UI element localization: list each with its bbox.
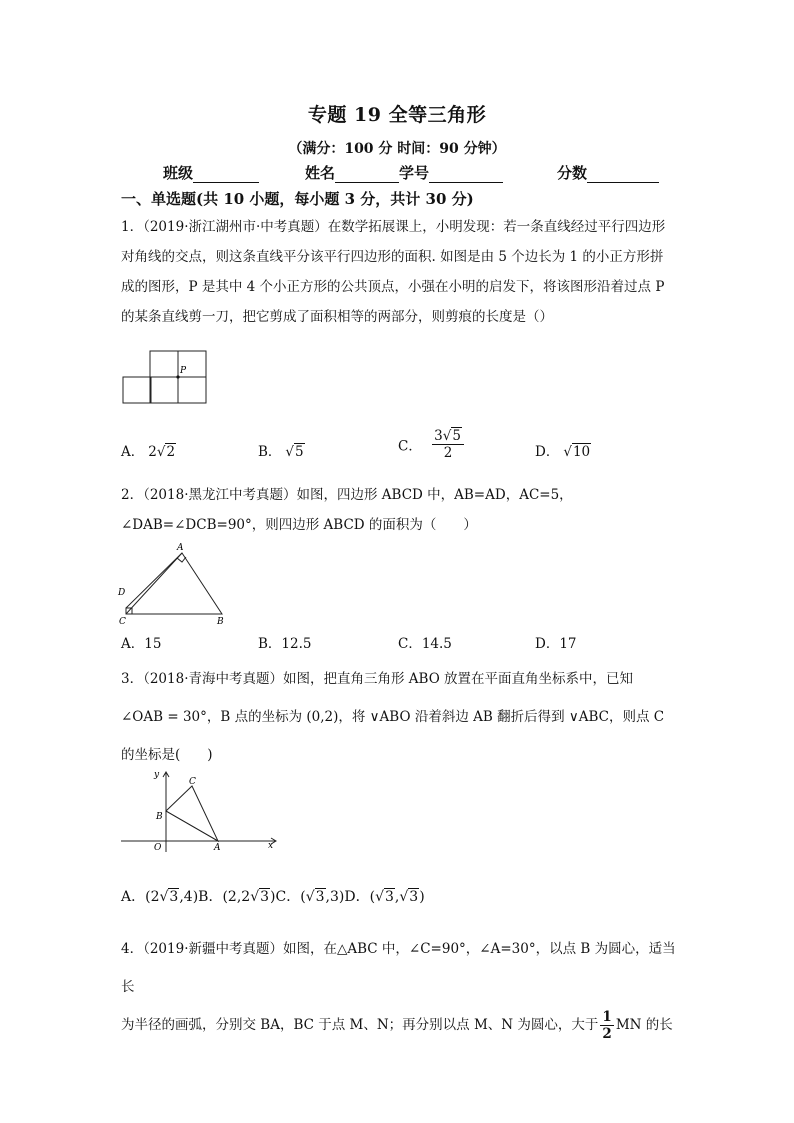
q4-fraction	[600, 1009, 613, 1042]
name-label: 姓名	[305, 164, 336, 182]
score-label: 分数	[557, 164, 588, 182]
question-4	[121, 930, 676, 1044]
label-b: B	[156, 812, 163, 822]
option-radicand: 10	[572, 444, 591, 460]
option-text: (	[369, 889, 376, 905]
q3-options	[121, 886, 425, 906]
q1-option-b[interactable]: B． √5	[258, 444, 304, 460]
option-coef: 3	[434, 428, 443, 444]
score-field	[557, 162, 659, 183]
option-text: )	[270, 889, 276, 905]
question-1	[121, 212, 676, 332]
question-3	[121, 660, 676, 774]
q3-line: 3．（2018·青海中考真题）如图，把直角三角形 ABO 放置在平面直角坐标系中，已知	[121, 671, 634, 687]
q1-line: 1．（2019·浙江湖州市·中考真题）在数学拓展课上，小明发现：若一条直线经过平行四边形	[121, 219, 666, 235]
q2-figure	[116, 538, 236, 626]
q2-line: ∠DAB=∠DCB=90°，则四边形 ABCD 的面积为（ ）	[121, 517, 477, 533]
q4-text: MN 的长	[615, 1017, 673, 1033]
q4-line	[121, 1006, 676, 1044]
label-d: D	[118, 588, 126, 598]
q2-line: 2．（2018·黑龙江中考真题）如图，四边形 ABCD 中，AB=AD，AC=5，	[121, 487, 573, 503]
option-radicand: 2	[166, 444, 176, 460]
label-y: y	[154, 770, 160, 780]
option-label: D．	[535, 444, 560, 460]
q4-text: 为半径的画弧，分别交 BA，BC 于点 M、N；再分别以点 M、N 为圆心，大于	[121, 1017, 599, 1033]
label-c: C	[189, 777, 196, 787]
q4-denominator: 2	[602, 1026, 612, 1042]
option-radicand: 3	[315, 889, 325, 905]
option-text: (2	[145, 889, 160, 905]
q3-figure	[116, 766, 286, 854]
option-label: B．	[198, 889, 223, 905]
q2-option-c[interactable]: C．14.5	[398, 636, 452, 652]
option-fraction: $\frac{3√5}{2}$	[432, 428, 464, 461]
option-text: ,3)	[325, 889, 345, 905]
section-heading: 一、单选题(共 10 小题，每小题 3 分，共计 30 分)	[121, 190, 474, 208]
option-radicand: 5	[452, 428, 461, 444]
q1-option-a[interactable]: A． 2√2	[121, 444, 176, 460]
q2-option-d[interactable]: D．17	[535, 636, 577, 652]
option-radicand: 3	[169, 889, 179, 905]
label-o: O	[154, 843, 162, 853]
q3-option-a[interactable]: A．(2√3,4)	[121, 889, 199, 905]
class-blank	[193, 166, 259, 183]
label-a: A	[177, 543, 184, 553]
option-label: A．	[121, 889, 146, 905]
label-a: A	[214, 843, 221, 853]
q3-line: ∠OAB = 30°，B 点的坐标为 (0,2)，将 ∨ABO 沿着斜边 AB 翻折后得到 ∨ABC，则点 C	[121, 709, 665, 725]
id-blank	[429, 166, 503, 183]
id-label: 学号	[399, 164, 430, 182]
option-radicand: 3	[260, 889, 270, 905]
label-b: B	[217, 617, 224, 626]
q1-line: 对角线的交点，则这条直线平分该平行四边形的面积. 如图是由 5 个边长为 1 的小正方形拼	[121, 249, 664, 265]
question-2	[121, 480, 676, 540]
page-subtitle: （满分：100 分 时间：90 分钟）	[288, 141, 506, 157]
option-coef: 2	[148, 444, 157, 460]
option-label: C．	[275, 889, 301, 905]
q2-option-a[interactable]: A．15	[121, 636, 162, 652]
class-label: 班级	[163, 164, 194, 182]
page-title: 专题 19 全等三角形	[307, 104, 487, 126]
q4-line: 4．（2019·新疆中考真题）如图，在△ABC 中，∠C=90°，∠A=30°，以点 B 为圆心，适当长	[121, 941, 676, 995]
option-text: (	[300, 889, 306, 905]
q3-option-c[interactable]: C．(√3,3)	[275, 889, 345, 905]
q1-option-c[interactable]	[398, 428, 464, 461]
label-p: P	[180, 366, 187, 376]
q4-numerator: 1	[602, 1009, 612, 1025]
option-text: )	[419, 889, 425, 905]
option-text: ,4)	[179, 889, 199, 905]
class-field	[163, 162, 259, 183]
option-radicand: 3	[385, 889, 394, 905]
option-text: ,	[394, 889, 400, 905]
option-denominator: 2	[443, 445, 453, 461]
q1-option-d[interactable]: D． √10	[535, 444, 591, 460]
label-x: x	[268, 841, 274, 851]
label-c: C	[119, 617, 126, 626]
option-radicand: 5	[295, 444, 304, 460]
option-radicand: 3	[409, 889, 419, 905]
q2-option-b[interactable]: B．12.5	[258, 636, 312, 652]
q1-figure	[120, 348, 210, 406]
option-text: (2,2	[222, 889, 251, 905]
option-label: B．	[258, 444, 282, 460]
name-field	[305, 162, 503, 183]
option-label: C．	[398, 438, 422, 455]
q1-line: 成的图形，P 是其中 4 个小正方形的公共顶点，小强在小明的启发下，将该图形沿着过点 P	[121, 279, 665, 295]
score-blank	[587, 166, 659, 183]
q3-option-b[interactable]: B．(2,2√3)	[198, 889, 276, 905]
q3-line: 的坐标是( )	[121, 747, 213, 763]
option-label: A．	[121, 444, 145, 460]
option-label: D．	[344, 889, 370, 905]
q1-line: 的某条直线剪一刀，把它剪成了面积相等的两部分，则剪痕的长度是（）	[121, 309, 553, 325]
name-blank	[335, 166, 399, 183]
q3-option-d[interactable]: D．(√3,√3)	[344, 889, 425, 905]
